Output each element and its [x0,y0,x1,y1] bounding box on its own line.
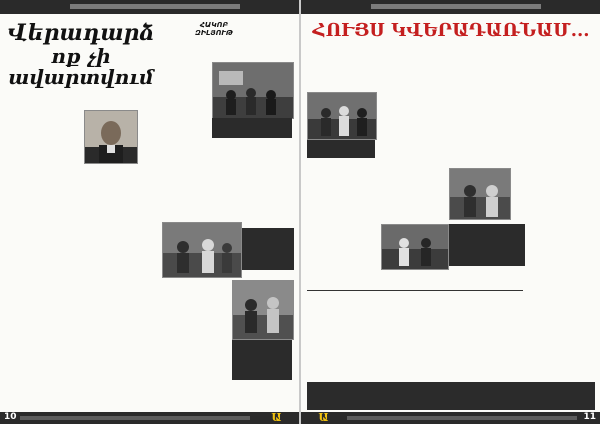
photo-middle-image [163,223,241,277]
page-number: 10 [4,412,17,422]
article-column-1b [307,224,375,284]
footer-bar [301,412,600,424]
photo-c-caption [449,224,525,266]
photo-middle-caption [242,228,294,270]
photo-b [449,168,511,220]
article-column-4 [529,66,595,256]
author-name: ՀԱԿՈԲ ԶԻԼՅՈՒԹ [195,21,233,37]
photo-bottom [232,280,294,340]
poem-lines-a [307,310,417,380]
article-column-3 [162,140,292,220]
page-number: 11 [583,412,596,422]
article-column-3 [455,66,523,164]
page-right [301,0,600,424]
photo-bottom-caption [232,340,292,380]
headline: ՀՈՒՅՍ ԿՎԵՐԱԴԱՌՆԱՄ... [312,20,590,41]
article-column-1 [6,74,80,409]
photo-bottom-image [233,281,293,339]
photo-image [213,63,293,118]
page-left [0,0,299,424]
photo-a-image [308,93,376,139]
photo-a-caption [307,140,375,158]
editorial-box [307,382,595,410]
newspaper-logo: Ա [271,410,282,424]
article-column-4 [162,282,228,409]
photo-c-image [382,225,448,269]
photo-caption [212,118,292,138]
header-bar [0,0,299,14]
article-column-2 [381,66,449,220]
photo-middle [162,222,242,278]
article-column-2 [84,166,158,409]
headline-line2: ոք չի ավարտվում [8,44,154,89]
footer-bar [0,412,299,424]
photo-top-right [212,62,294,119]
poem-lines-b [423,298,523,380]
portrait-image [85,111,137,163]
newspaper-logo: Ա [318,410,329,424]
portrait-photo [84,110,138,164]
article-column-3a [162,90,208,146]
headline-line1: Վերադարձ [7,20,155,46]
photo-c [381,224,449,270]
photo-b-image [450,169,510,219]
article-column-2a [84,74,158,106]
photo-a [307,92,377,140]
header-bar [301,0,600,14]
